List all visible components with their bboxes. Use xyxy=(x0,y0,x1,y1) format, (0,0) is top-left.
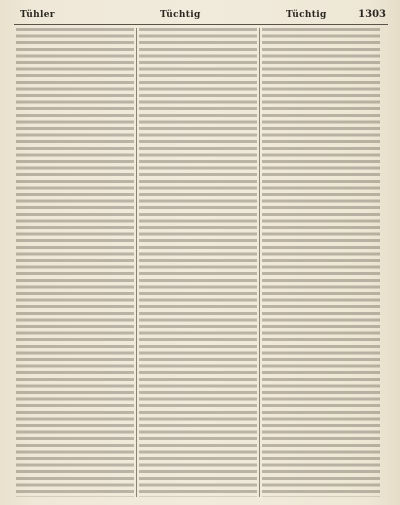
header-left-catchword: Tühler xyxy=(20,10,55,20)
column-divider-1 xyxy=(136,28,137,497)
header-center-catchword: Tüchtig xyxy=(160,10,201,20)
text-column-2 xyxy=(139,28,257,497)
text-lines-decoration xyxy=(139,28,257,497)
text-lines-decoration xyxy=(262,28,380,497)
text-column-1 xyxy=(16,28,134,497)
text-lines-decoration xyxy=(16,28,134,497)
running-header xyxy=(14,8,388,22)
text-column-3 xyxy=(262,28,380,497)
header-rule xyxy=(14,24,388,25)
page-number: 1303 xyxy=(358,9,386,20)
header-right-catchword: Tüchtig xyxy=(286,10,327,20)
column-divider-2 xyxy=(259,28,260,497)
